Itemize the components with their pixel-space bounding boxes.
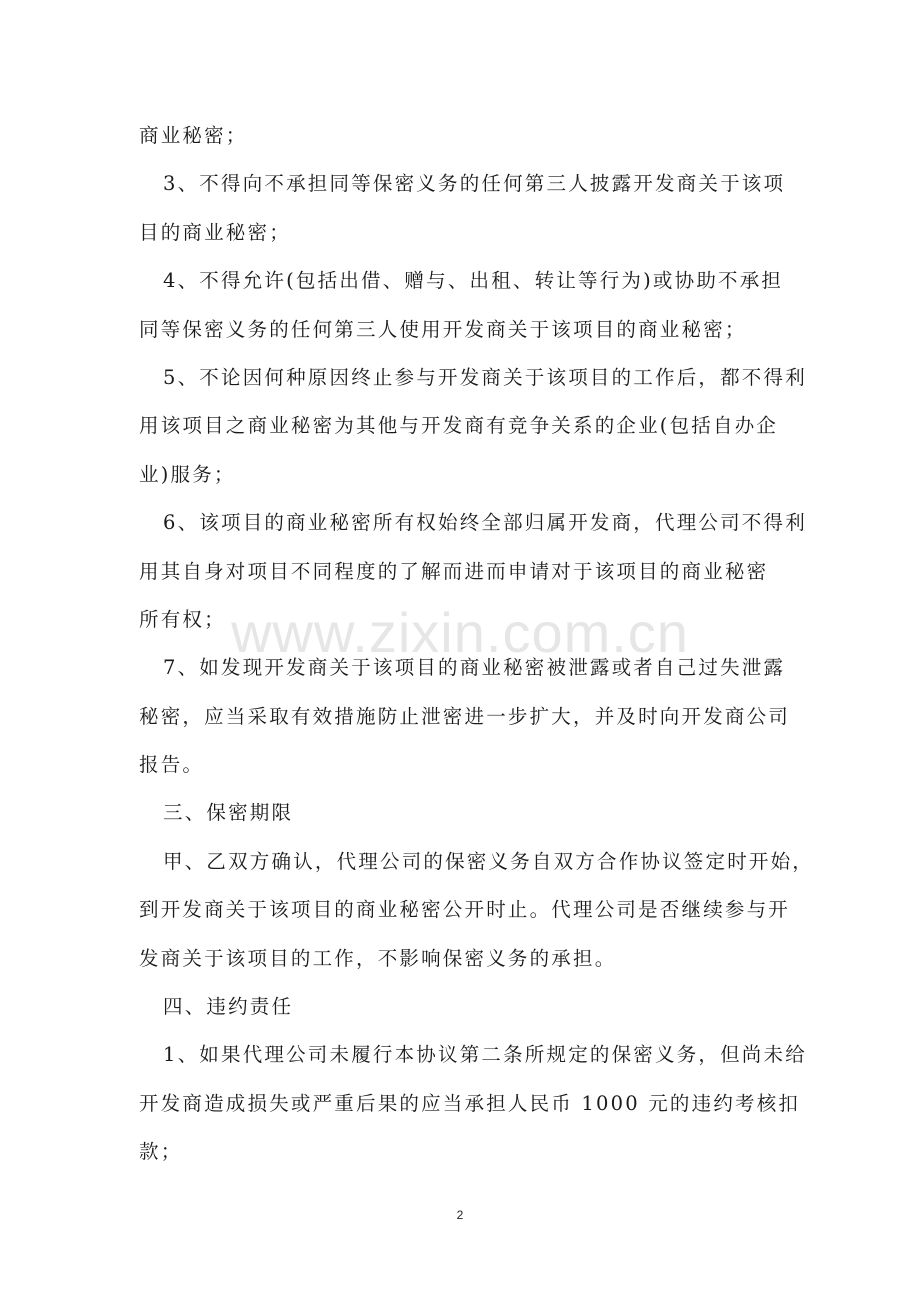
paragraph-line: 3、不得向不承担同等保密义务的任何第三人披露开发商关于该项: [163, 172, 786, 196]
paragraph-line: 5、不论因何种原因终止参与开发商关于该项目的工作后，都不得利: [163, 365, 807, 389]
paragraph-line: 所有权；: [139, 607, 226, 631]
paragraph-line: 用其自身对项目不同程度的了解而进而申请对于该项目的商业秘密: [139, 559, 769, 583]
watermark: www.zixin.com.cn: [231, 601, 689, 664]
paragraph-line: 1、如果代理公司未履行本协议第二条所规定的保密义务，但尚未给: [163, 1043, 807, 1067]
document-body: [139, 116, 815, 1181]
paragraph-line: 用该项目之商业秘密为其他与开发商有竞争关系的企业(包括自办企: [139, 414, 779, 438]
paragraph-line: 目的商业秘密；: [139, 220, 291, 244]
paragraph-line: 发商关于该项目的工作，不影响保密义务的承担。: [139, 946, 617, 970]
page-number: 2: [456, 1208, 464, 1222]
paragraph-line: 7、如发现开发商关于该项目的商业秘密被泄露或者自己过失泄露: [163, 656, 786, 680]
section-heading: 四、违约责任: [163, 995, 294, 1019]
paragraph-line: 报告。: [139, 753, 205, 777]
paragraph-line: 秘密，应当采取有效措施防止泄密进一步扩大，并及时向开发商公司: [139, 704, 791, 728]
paragraph-line: 4、不得允许(包括出借、赠与、出租、转让等行为)或协助不承担: [163, 269, 784, 293]
paragraph-line: 甲、乙双方确认，代理公司的保密义务自双方合作协议签定时开始，: [163, 849, 815, 873]
paragraph-line: 6、该项目的商业秘密所有权始终全部归属开发商，代理公司不得利: [163, 511, 807, 535]
paragraph-line: 开发商造成损失或严重后果的应当承担人民币 1000 元的违约考核扣: [139, 1091, 801, 1115]
section-heading: 三、保密期限: [163, 801, 294, 825]
paragraph-line: 到开发商关于该项目的商业秘密公开时止。代理公司是否继续参与开: [139, 898, 791, 922]
paragraph-line: 同等保密义务的任何第三人使用开发商关于该项目的商业秘密；: [139, 317, 747, 341]
paragraph-line: 款；: [139, 1140, 183, 1164]
paragraph-line: 业)服务；: [139, 462, 236, 486]
paragraph-line: 商业秘密；: [139, 124, 248, 147]
